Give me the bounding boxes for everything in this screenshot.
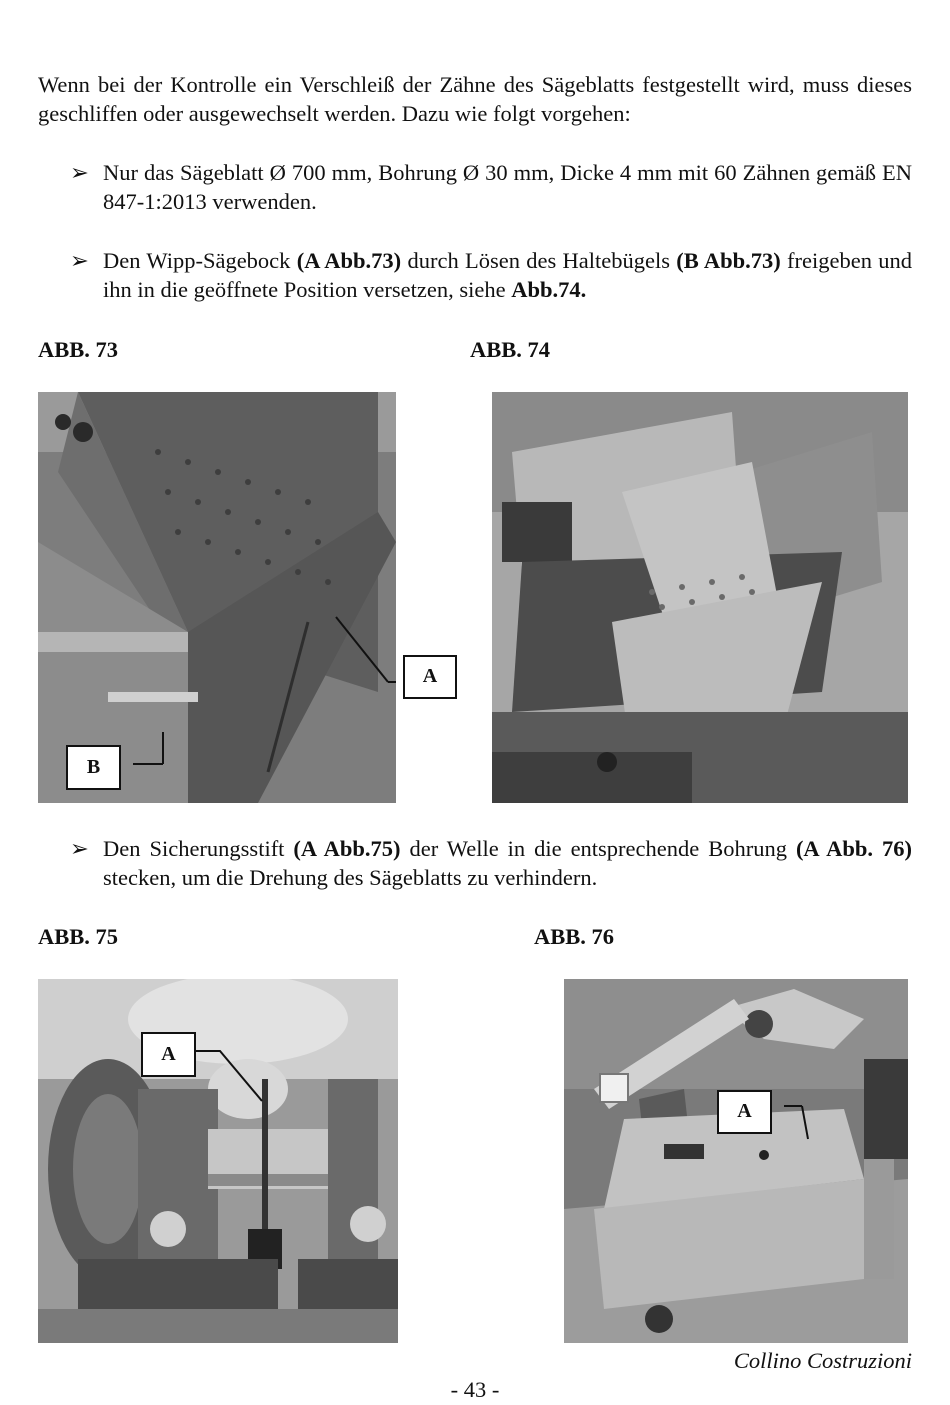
caption-abb-73: ABB. 73 bbox=[38, 337, 119, 362]
label-a-abb-73: A bbox=[403, 655, 457, 699]
bullet-text: Den Sicherungsstift (A Abb.75) der Welle in die entsprechende Bohrung (A Abb. 76) stecken, um die Drehung des Sägeblatts zu verhindern. bbox=[103, 836, 913, 890]
brand-name: Collino Costruzioni bbox=[733, 1348, 912, 1373]
bullet-blade-spec bbox=[70, 158, 912, 216]
label-b-abb-73: B bbox=[66, 745, 121, 790]
caption-abb-76: ABB. 76 bbox=[534, 924, 615, 949]
photo-abb-74 bbox=[492, 392, 908, 803]
photo-abb-76 bbox=[564, 979, 908, 1343]
bullet-text: Den Wipp-Sägebock (A Abb.73) durch Lösen des Haltebügels (B Abb.73) freigeben und ihn in die geöffnete Position versetzen, siehe Abb.74. bbox=[103, 248, 913, 302]
arrow-bullet-icon: ➢ bbox=[70, 836, 89, 861]
arrow-bullet-icon: ➢ bbox=[70, 160, 89, 185]
bullet-text: Nur das Sägeblatt Ø 700 mm, Bohrung Ø 30 mm, Dicke 4 mm mit 60 Zähnen gemäß EN 847-1:2013 verwenden. bbox=[103, 160, 912, 214]
caption-abb-74: ABB. 74 bbox=[470, 337, 551, 362]
photo-abb-73 bbox=[38, 392, 396, 803]
arrow-bullet-icon: ➢ bbox=[70, 248, 89, 273]
page-number: - 43 - bbox=[450, 1377, 500, 1402]
label-a-abb-76: A bbox=[717, 1090, 772, 1134]
bullet-insert-safety-pin bbox=[70, 834, 912, 892]
bullet-release-saw-horse bbox=[70, 246, 912, 304]
leader-line-abb-75 bbox=[196, 1045, 276, 1105]
label-a-abb-75: A bbox=[141, 1032, 196, 1077]
photo-abb-75 bbox=[38, 979, 398, 1343]
intro-paragraph: Wenn bei der Kontrolle ein Verschleiß der Zähne des Sägeblatts festgestellt wird, muss dieses geschliffen oder ausgewechselt werden. Dazu wie folgt vorgehen: bbox=[38, 72, 912, 126]
caption-abb-75: ABB. 75 bbox=[38, 924, 119, 949]
